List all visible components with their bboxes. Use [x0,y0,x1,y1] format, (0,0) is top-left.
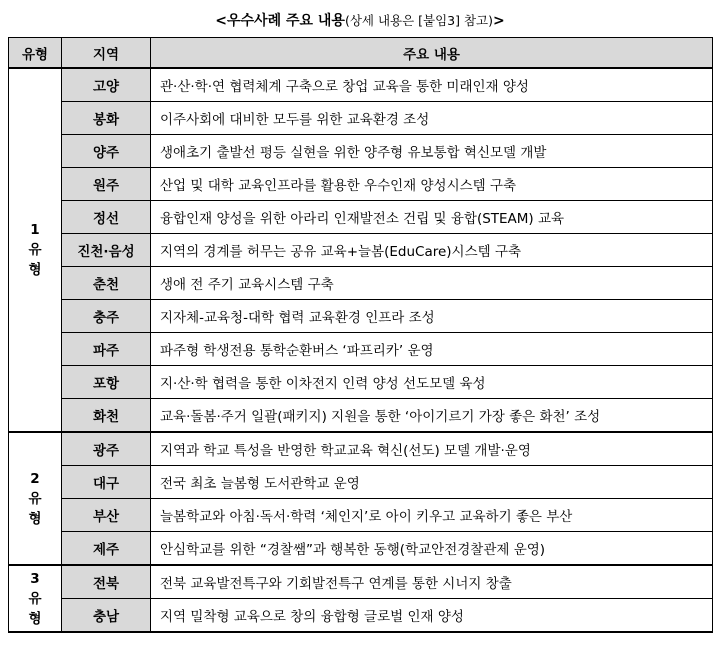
title-sub: (상세 내용은 [붙임3] 참고) [344,13,493,28]
table-row [9,267,713,300]
region-cell: 광주 [62,432,151,466]
title-end: > [493,13,505,29]
content-cell: 교육·돌봄·주거 일괄(패키지) 지원을 통한 ‘아이기르기 가장 좋은 화천’ 조성 [151,399,713,433]
content-cell: 관·산·학·연 협력체계 구축으로 창업 교육을 통한 미래인재 양성 [151,68,713,102]
region-cell: 양주 [62,135,151,168]
type-cell [9,432,62,565]
header-content: 주요 내용 [151,38,713,69]
table-row [9,234,713,267]
region-cell: 진천·음성 [62,234,151,267]
content-cell: 지역과 학교 특성을 반영한 학교교육 혁신(선도) 모델 개발·운영 [151,432,713,466]
region-cell: 대구 [62,466,151,499]
table-row [9,565,713,599]
content-cell: 파주형 학생전용 통학순환버스 ‘파프리카’ 운영 [151,333,713,366]
region-cell: 충주 [62,300,151,333]
content-cell: 생애초기 출발선 평등 실현을 위한 양주형 유보통합 혁신모델 개발 [151,135,713,168]
content-cell: 전북 교육발전특구와 기회발전특구 연계를 통한 시너지 창출 [151,565,713,599]
region-cell: 부산 [62,499,151,532]
header-type: 유형 [9,38,62,69]
table-row [9,300,713,333]
content-cell: 지자체-교육청-대학 협력 교육환경 인프라 조성 [151,300,713,333]
content-cell: 산업 및 대학 교육인프라를 활용한 우수인재 양성시스템 구축 [151,168,713,201]
table-row [9,599,713,633]
table-row [9,201,713,234]
content-cell: 생애 전 주기 교육시스템 구축 [151,267,713,300]
table-row [9,466,713,499]
header-row [9,38,713,69]
type-label: 3 유 형 [28,570,42,627]
content-cell: 이주사회에 대비한 모두를 위한 교육환경 조성 [151,102,713,135]
table-row [9,499,713,532]
content-cell: 전국 최초 늘봄형 도서관학교 운영 [151,466,713,499]
table-row [9,135,713,168]
region-cell: 제주 [62,532,151,566]
table-row [9,532,713,566]
region-cell: 원주 [62,168,151,201]
region-cell: 춘천 [62,267,151,300]
table-body [9,68,713,632]
region-cell: 포항 [62,366,151,399]
region-cell: 전북 [62,565,151,599]
header-region: 지역 [62,38,151,69]
type-label: 1 유 형 [28,222,42,278]
region-cell: 파주 [62,333,151,366]
page-title [0,10,720,30]
table-row [9,432,713,466]
content-cell: 융합인재 양성을 위한 아라리 인재발전소 건립 및 융합(STEAM) 교육 [151,201,713,234]
content-cell: 지·산·학 협력을 통한 이차전지 인력 양성 선도모델 육성 [151,366,713,399]
table-row [9,102,713,135]
type-cell [9,68,62,432]
region-cell: 화천 [62,399,151,433]
table-row [9,168,713,201]
type-label: 2 유 형 [28,470,42,527]
table-row [9,68,713,102]
region-cell: 고양 [62,68,151,102]
region-cell: 정선 [62,201,151,234]
content-cell: 지역 밀착형 교육으로 창의 융합형 글로벌 인재 양성 [151,599,713,633]
region-cell: 충남 [62,599,151,633]
region-cell: 봉화 [62,102,151,135]
content-cell: 안심학교를 위한 “경찰쌤”과 행복한 동행(학교안전경찰관제 운영) [151,532,713,566]
table-row [9,366,713,399]
table-row [9,333,713,366]
title-main: <우수사례 주요 내용 [215,13,345,29]
table-row [9,399,713,433]
type-cell [9,565,62,632]
content-cell: 지역의 경계를 허무는 공유 교육+늘봄(EduCare)시스템 구축 [151,234,713,267]
cases-table [8,37,713,633]
content-cell: 늘봄학교와 아침·독서·학력 ‘체인지’로 아이 키우고 교육하기 좋은 부산 [151,499,713,532]
